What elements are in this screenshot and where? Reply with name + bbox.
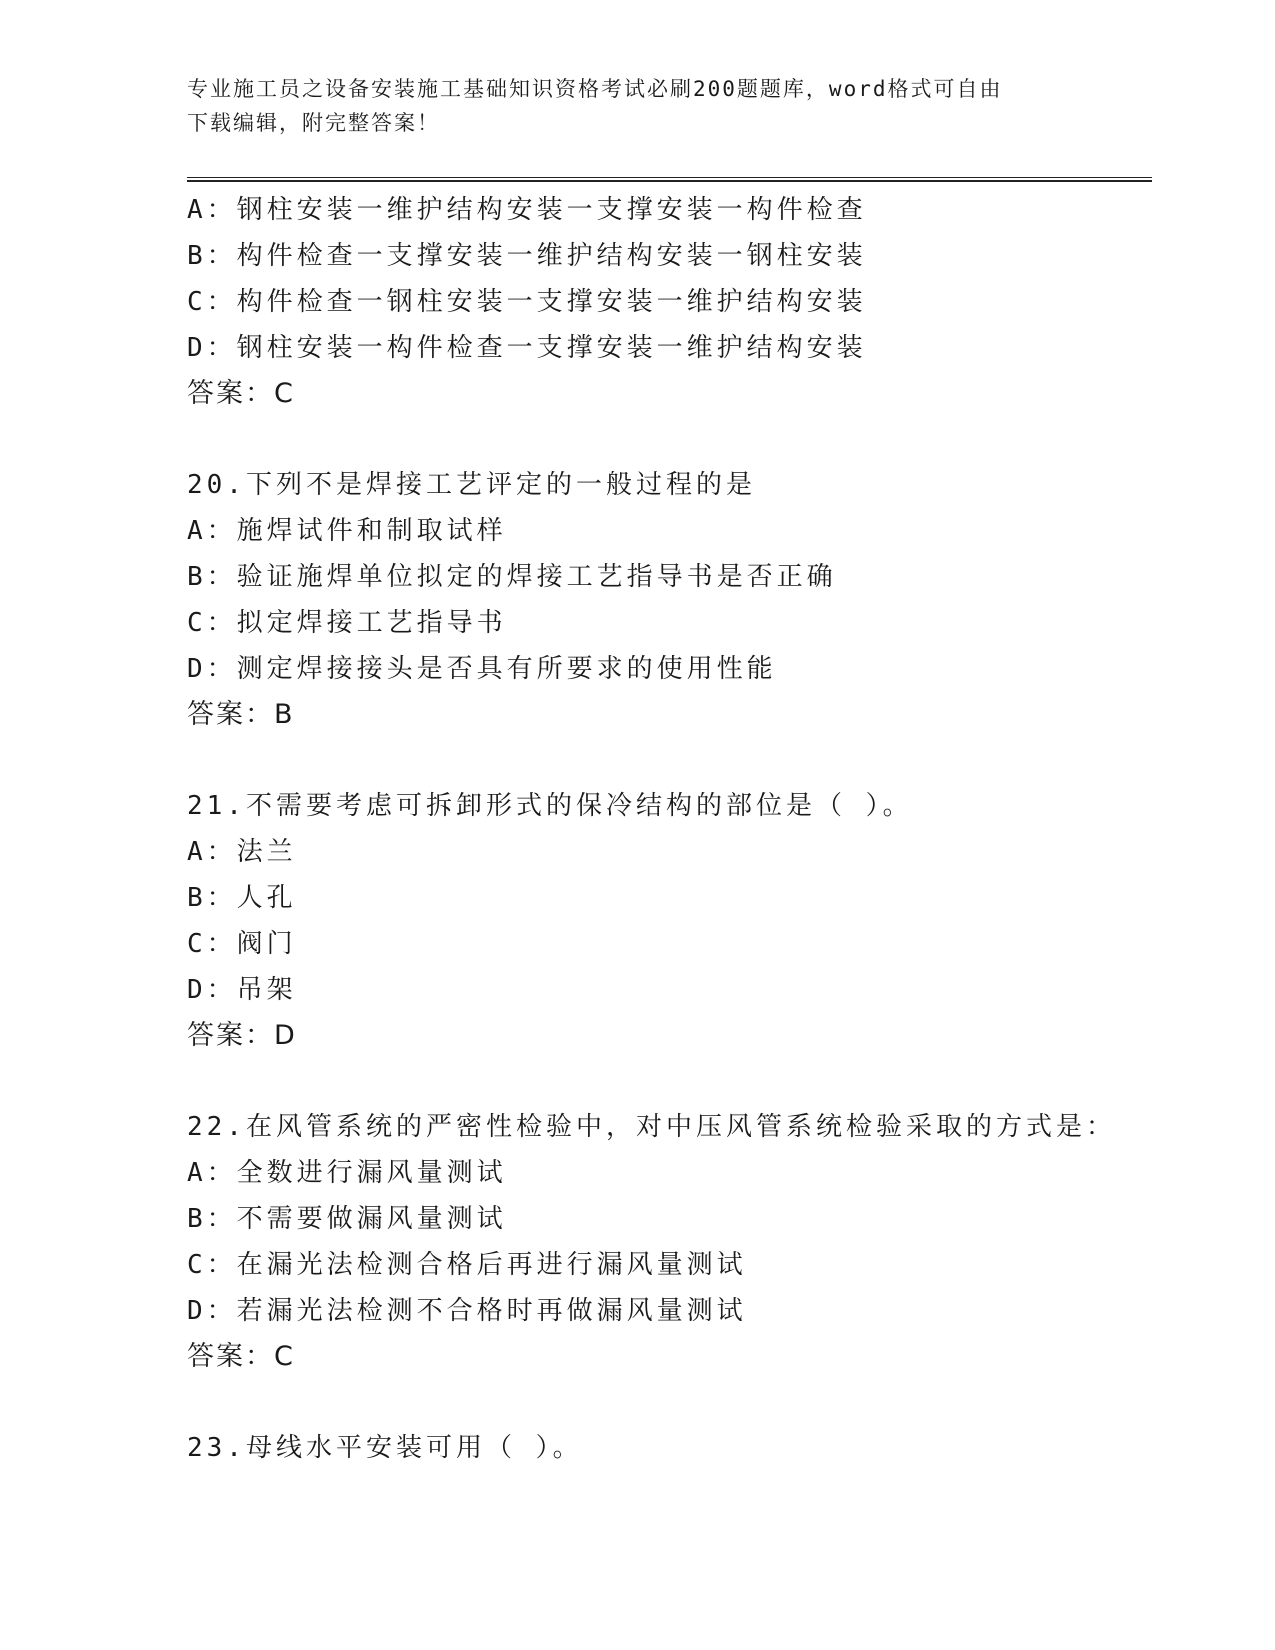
question-block-23 bbox=[187, 1425, 1147, 1471]
option-b: B：人孔 bbox=[187, 883, 297, 913]
option-a: A：钢柱安装一维护结构安装一支撑安装一构件检查 bbox=[187, 195, 867, 225]
answer-line: 答案：B bbox=[187, 699, 295, 730]
option-a: A：施焊试件和制取试样 bbox=[187, 516, 507, 546]
question-text: 20.下列不是焊接工艺评定的一般过程的是 bbox=[187, 470, 756, 500]
option-c: C：阀门 bbox=[187, 929, 297, 959]
option-a: A：全数进行漏风量测试 bbox=[187, 1158, 507, 1188]
option-c: C：在漏光法检测合格后再进行漏风量测试 bbox=[187, 1250, 747, 1280]
question-block-20 bbox=[187, 462, 1147, 738]
question-block-19 bbox=[187, 187, 1147, 417]
option-d: D：吊架 bbox=[187, 975, 297, 1005]
option-c: C：拟定焊接工艺指导书 bbox=[187, 608, 507, 638]
option-b: B：构件检查一支撑安装一维护结构安装一钢柱安装 bbox=[187, 241, 867, 271]
option-d: D：若漏光法检测不合格时再做漏风量测试 bbox=[187, 1296, 747, 1326]
header-line-1: 专业施工员之设备安装施工基础知识资格考试必刷200题题库，word格式可自由 bbox=[187, 77, 1003, 101]
option-d: D：测定焊接接头是否具有所要求的使用性能 bbox=[187, 654, 777, 684]
option-b: B：验证施焊单位拟定的焊接工艺指导书是否正确 bbox=[187, 562, 837, 592]
question-text: 22.在风管系统的严密性检验中，对中压风管系统检验采取的方式是： bbox=[187, 1112, 1116, 1142]
option-a: A：法兰 bbox=[187, 837, 297, 867]
question-block-22 bbox=[187, 1104, 1147, 1380]
option-b: B：不需要做漏风量测试 bbox=[187, 1204, 507, 1234]
option-c: C：构件检查一钢柱安装一支撑安装一维护结构安装 bbox=[187, 287, 867, 317]
header-divider bbox=[187, 177, 1152, 182]
question-text: 23.母线水平安装可用（ ）。 bbox=[187, 1433, 583, 1463]
document-header bbox=[187, 72, 1087, 140]
answer-line: 答案：C bbox=[187, 1341, 295, 1372]
option-d: D：钢柱安装一构件检查一支撑安装一维护结构安装 bbox=[187, 333, 867, 363]
question-list bbox=[187, 187, 1147, 1471]
header-line-2: 下载编辑，附完整答案！ bbox=[187, 111, 440, 135]
question-block-21 bbox=[187, 783, 1147, 1059]
question-text: 21.不需要考虑可拆卸形式的保冷结构的部位是（ ）。 bbox=[187, 791, 913, 821]
answer-line: 答案：C bbox=[187, 378, 295, 409]
answer-line: 答案：D bbox=[187, 1020, 297, 1051]
